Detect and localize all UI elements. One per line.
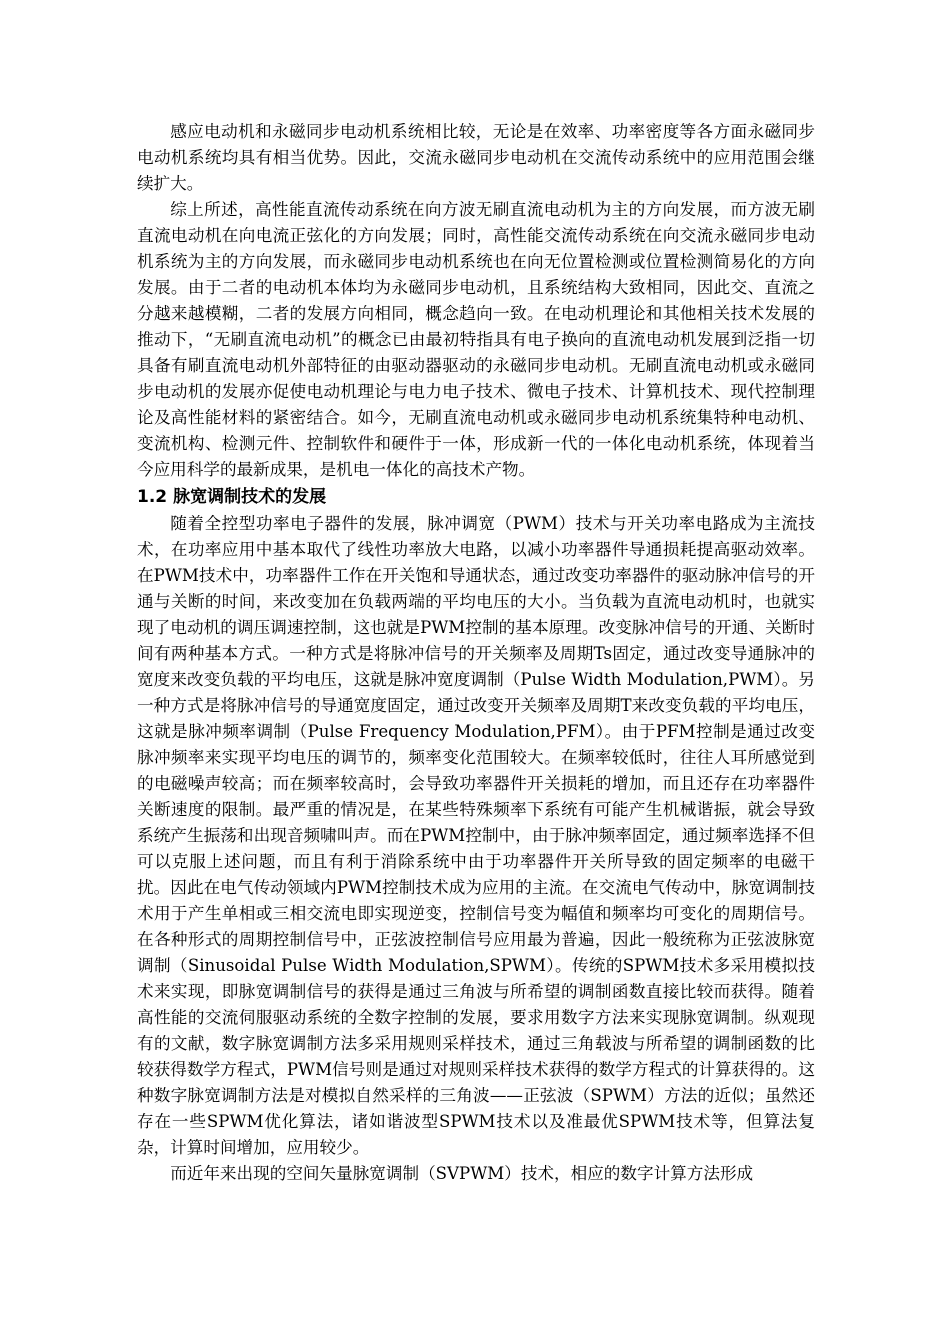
body-paragraph: 感应电动机和永磁同步电动机系统相比较，无论是在效率、功率密度等各方面永磁同步电动机系统均具有相当优势。因此，交流永磁同步电动机在交流传动系统中的应用范围会继续扩大。 [137,122,815,193]
section-number: 1.2 [137,487,168,507]
section-heading [137,483,815,511]
body-paragraph: 综上所述，高性能直流传动系统在向方波无刷直流电动机为主的方向发展，而方波无刷直流电动机在向电流正弦化的方向发展；同时，高性能交流传动系统在向交流永磁同步电动机系统为主的方向发展，而永磁同步电动机系统也在向无位置检测或位置检测简易化的方向发展。由于二者的电动机本体均为永磁同步电动机，且系统结构大致相同，因此交、直流之分越来越模糊，二者的发展方向相同，概念趋向一致。在电动机理论和其他相关技术发展的推动下，“无刷直流电动机”的概念已由最初特指具有电子换向的直流电动机发展到泛指一切具备有刷直流电动机外部特征的由驱动器驱动的永磁同步电动机。无刷直流电动机或永磁同步电动机的发展亦促使电动机理论与电力电子技术、微电子技术、计算机技术、现代控制理论及高性能材料的紧密结合。如今，无刷直流电动机或永磁同步电动机系统集特种电动机、变流机构、检测元件、控制软件和硬件于一体，形成新一代的一体化电动机系统，体现着当今应用科学的最新成果，是机电一体化的高技术产物。 [137,200,815,479]
document-page [137,119,815,1187]
body-paragraph: 随着全控型功率电子器件的发展，脉冲调宽（PWM）技术与开关功率电路成为主流技术，在功率应用中基本取代了线性功率放大电路，以减小功率器件导通损耗提高驱动效率。在PWM技术中，功率器件工作在开关饱和导通状态，通过改变功率器件的驱动脉冲信号的开通与关断的时间，来改变加在负载两端的平均电压的大小。当负载为直流电动机时，也就实现了电动机的调压调速控制，这也就是PWM控制的基本原理。改变脉冲信号的开通、关断时间有两种基本方式。一种方式是将脉冲信号的开关频率及周期Ts固定，通过改变导通脉冲的宽度来改变负载的平均电压，这就是脉冲宽度调制（Pulse Width Modulation,PWM）。另一种方式是将脉冲信号的导通宽度固定，通过改变开关频率及周期T来改变负载的平均电压，这就是脉冲频率调制（Pulse Frequency Modulation,PFM）。由于PFM控制是通过改变脉冲频率来实现平均电压的调节的，频率变化范围较大。在频率较低时，往往人耳所感觉到的电磁噪声较高；而在频率较高时，会导致功率器件开关损耗的增加，而且还存在功率器件关断速度的限制。最严重的情况是，在某些特殊频率下系统有可能产生机械谐振，就会导致系统产生振荡和出现音频啸叫声。而在PWM控制中，由于脉冲频率固定，通过频率选择不但可以克服上述问题，而且有利于消除系统中由于功率器件开关所导致的固定频率的电磁干扰。因此在电气传动领域内PWM控制技术成为应用的主流。在交流电气传动中，脉宽调制技术用于产生单相或三相交流电即实现逆变，控制信号变为幅值和频率均可变化的周期信号。在各种形式的周期控制信号中，正弦波控制信号应用最为普遍，因此一般统称为正弦波脉宽调制（Sinusoidal Pulse Width Modulation,SPWM）。传统的SPWM技术多采用模拟技术来实现，即脉宽调制信号的获得是通过三角波与所希望的调制函数直接比较而获得。随着高性能的交流伺服驱动系统的全数字控制的发展，要求用数字方法来实现脉宽调制。纵观现有的文献，数字脉宽调制方法多采用规则采样技术，通过三角载波与所希望的调制函数的比较获得数学方程式，PWM信号则是通过对规则采样技术获得的数学方程式的计算获得的。这种数字脉宽调制方法是对模拟自然采样的三角波——正弦波（SPWM）方法的近似；虽然还存在一些SPWM优化算法，诸如谐波型SPWM技术以及准最优SPWM技术等，但算法复杂，计算时间增加，应用较少。 [137,514,815,1157]
body-paragraph: 而近年来出现的空间矢量脉宽调制（SVPWM）技术，相应的数字计算方法形成 [170,1164,754,1183]
section-title: 脉宽调制技术的发展 [173,487,327,507]
